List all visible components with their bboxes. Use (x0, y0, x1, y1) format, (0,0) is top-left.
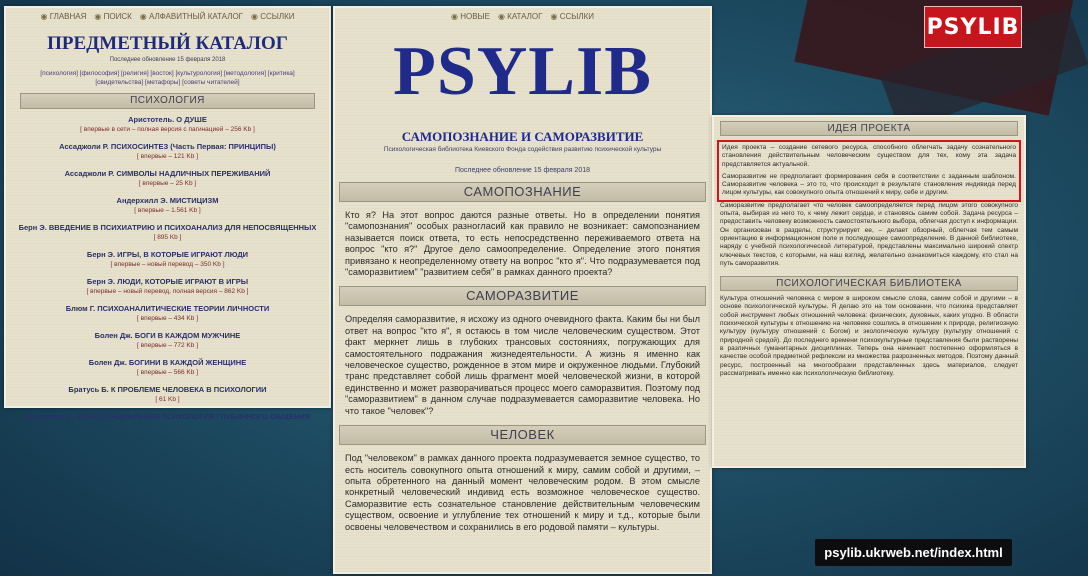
book-entry[interactable] (16, 169, 319, 189)
book-entry[interactable] (16, 331, 319, 351)
project-idea-continued: Саморазвитие предполагает что человек самоопределяется перед лицом этого совокупного опыта, выбирая из него то, к чему лежит сердце, и становясь самим собой. Задача ресурса – предоставить человеку возможность самостоятельного выбора, облегчая доступ к информации. Он организован в разделы, структурирует ее, – делает обзорный, облегчая тем самым ориентацию в информационном поле и последующее самоопределение. В данной библиотеке, наряду с учебной психологической литературой, представлены максимально широкий спектр ключевых текстов, с которыми, на наш взгляд, желательно ознакомиться каждому, кто стал на путь саморазвития. (720, 201, 1018, 267)
site-tagline: Психологическая библиотека Киевского Фонда содействия развитию психической культуры (383, 146, 662, 153)
highlighted-excerpt (717, 140, 1021, 202)
book-entry[interactable] (16, 196, 319, 216)
project-idea-text: Идея проекта – создание сетевого ресурса, способного облегчать задачу сознательного становления действительным человеческим существом для тех, кому эта задача представляется актуальной. (722, 144, 1016, 168)
category-links[interactable]: [психология] [философия] [религия] [восток] [культурология] [методология] [критика] [свидетельства] [метафоры] [советы читателей] (40, 70, 295, 86)
book-entry[interactable] (16, 358, 319, 378)
psylib-logo: PSYLIB (393, 33, 652, 110)
nav-new[interactable]: ◉ НОВЫЕ (451, 12, 490, 21)
book-entry[interactable] (16, 223, 319, 243)
self-development-definition: Саморазвитие не предполагает формирования себя в соответствии с заданным шаблоном. Саморазвитие человека – это то, что происходит в результате становления индивида перед лицом культуры, как совокупного опыта отношений к миру, себе и другим. (722, 172, 1016, 197)
self-development-text: Определяя саморазвитие, я исхожу из одного очевидного факта. Каким бы ни был ответ на вопрос "кто я", я остаюсь в том числе человеческим существом. Этот факт меркнет лишь в глубоких трансовых состояниях, погружающих для самостоятельного подражания жизнедеятельности. А жизнь я именно как человеческое существо, рожденное в этом мире и окруженное людьми. Глубокий транс представляет собой лишь фрагмент моей человеческой жизни, в которой единственно и может разворачиваться процесс моего саморазвития. Поэтому под "саморазвитием" в данном случае подразумевается саморазвитие человека. Но что такое "человек"? (345, 314, 700, 416)
book-meta: [ 895 Kb ] (153, 234, 182, 241)
project-idea-screenshot (712, 115, 1026, 468)
book-title[interactable]: Болен Дж. БОГИ В КАЖДОМ МУЖЧИНЕ (94, 331, 241, 340)
psych-library-text: Культура отношений человека с миром в широком смысле слова, самим собой и другими – в основе психологической культуры. Я делаю это на том основании, что психика представляет собой инструмент любых отношений человека: физических, духовных, каких угодно. В области психической культуры к отношению на человеке сошлись в отношении к природе, религиозную культуру (культуру отношений с Богом) и экологическую культуру (культуру отношений с природной средой). До последнего времени психокультурные представления были растворены в различных гуманитарных дисциплинах. Теперь она начинает постепенно оформляться в качестве особой предметной рефлексии из множества разрозненных методов. Поэтому данный ресурс, построенный на многообразии представленных здесь материалов, следует рассматривать именно как психологическую библиотеку. (720, 295, 1018, 377)
book-title[interactable]: Берн Э. ИГРЫ, В КОТОРЫЕ ИГРАЮТ ЛЮДИ (86, 250, 249, 259)
book-meta: [ впервые – 566 Kb ] (137, 369, 198, 376)
book-meta: [ впервые – новый перевод – 350 Kb ] (110, 261, 225, 268)
book-meta: [ 61 Kb ] (155, 396, 180, 403)
section-header-human: ЧЕЛОВЕК (339, 425, 706, 445)
subject-catalog-screenshot (4, 6, 331, 421)
book-meta: [ впервые – новый перевод, полная версия – 862 Kb ] (86, 288, 249, 295)
book-title[interactable]: Берн Э. ВВЕДЕНИЕ В ПСИХИАТРИЮ И ПСИХОАНАЛИЗ ДЛЯ НЕПОСВЯЩЕННЫХ (18, 223, 317, 232)
last-updated: Последнее обновление 15 февраля 2018 (454, 167, 591, 174)
book-meta: [ впервые – 25 Kb ] (138, 180, 197, 187)
book-title[interactable]: Братусь Б. К ПРОБЛЕМЕ ЧЕЛОВЕКА В ПСИХОЛОГИИ (68, 385, 267, 394)
book-title[interactable]: Ассаджоли Р. ПСИХОСИНТЕЗ (Часть Первая: ПРИНЦИПЫ) (59, 142, 276, 151)
psylib-brand-badge: PSYLIB (924, 6, 1022, 48)
book-meta: [ впервые – 1.561 Kb ] (134, 207, 201, 214)
book-title[interactable]: Болен Дж. БОГИНИ В КАЖДОЙ ЖЕНЩИНЕ (88, 358, 247, 367)
section-header-project-idea: ИДЕЯ ПРОЕКТА (720, 121, 1018, 136)
section-header-self-knowledge: САМОПОЗНАНИЕ (339, 182, 706, 202)
book-entry[interactable] (16, 142, 319, 162)
self-knowledge-text: Кто я? На этот вопрос даются разные ответы. Но в определении понятия "самопознания" особых разногласий как правило не возникает: самопознанием называется поиск ответа, то есть непосредственно переживаемого ответа на вопрос "кто я?" Другое дело самоопределение. Определение этого понятия привязано к неопределенному ответу на вопрос "кто я". Что подразумевается под "саморазвитием" "развитием себя" в рамках данного проекта? (345, 210, 700, 278)
human-text: Под "человеком" в рамках данного проекта подразумевается земное существо, то есть носитель совокупного опыта отношений к миру, самим собой и другими, – опыта обретенного на данный момент человеческим родом. В этом смысле конкретный человеческий индивид есть возможное человеческое существо. Саморазвитие есть сознательное становление действительным человеческим существом, освоение и углубление тех отношений к миру и т.д., которые были освоены человечеством и сохранились в его родовой памяти – культуры. (345, 453, 700, 532)
book-entry[interactable] (16, 115, 319, 135)
section-header-psychology: ПСИХОЛОГИЯ (20, 93, 315, 109)
book-meta: [ впервые – 772 Kb ] (137, 342, 198, 349)
book-title[interactable]: Ассаджоли Р. СИМВОЛЫ НАДЛИЧНЫХ ПЕРЕЖИВАНИЙ (64, 169, 271, 178)
last-updated: Последнее обновление 15 февраля 2018 (109, 57, 226, 63)
book-entry[interactable] (16, 277, 319, 297)
book-entry[interactable] (16, 412, 319, 422)
top-nav (6, 8, 329, 23)
top-nav (335, 8, 710, 23)
book-meta: [ впервые – 121 Kb ] (137, 153, 198, 160)
book-entry[interactable] (16, 385, 319, 405)
book-entry[interactable] (16, 304, 319, 324)
nav-links[interactable]: ◉ ССЫЛКИ (550, 12, 594, 21)
book-title[interactable]: Аристотель. О ДУШЕ (128, 115, 207, 124)
section-header-psych-library: ПСИХОЛОГИЧЕСКАЯ БИБЛИОТЕКА (720, 276, 1018, 291)
book-meta: [ впервые в сети – полная версия с пагинацией – 256 Kb ] (80, 126, 255, 133)
home-page-screenshot (333, 6, 712, 574)
nav-search[interactable]: ◉ ПОИСК (94, 12, 131, 21)
site-url-badge: psylib.ukrweb.net/index.html (815, 539, 1012, 566)
nav-alpha-catalog[interactable]: ◉ АЛФАВИТНЫЙ КАТАЛОГ (140, 12, 243, 21)
book-meta: [ впервые – 434 Kb ] (137, 315, 198, 322)
book-list (6, 115, 329, 422)
nav-links[interactable]: ◉ ССЫЛКИ (251, 12, 295, 21)
nav-home[interactable]: ◉ ГЛАВНАЯ (40, 12, 86, 21)
page-title: ПРЕДМЕТНЫЙ КАТАЛОГ (47, 33, 288, 54)
book-entry[interactable] (16, 250, 319, 270)
book-title[interactable]: Блюм Г. ПСИХОАНАЛИТИЧЕСКИЕ ТЕОРИИ ЛИЧНОСТИ (65, 304, 270, 313)
book-title[interactable]: Берн Э. ЛЮДИ, КОТОРЫЕ ИГРАЮТ В ИГРЫ (86, 277, 249, 286)
book-title[interactable]: Братченко С. ЭКЗИСТЕНЦИАЛЬНАЯ ПСИХОЛОГИЯ ГЛУБИННОГО ОБЩЕНИЯ (24, 412, 311, 421)
nav-catalog[interactable]: ◉ КАТАЛОГ (498, 12, 543, 21)
section-header-self-development: САМОРАЗВИТИЕ (339, 286, 706, 306)
site-subtitle: САМОПОЗНАНИЕ И САМОРАЗВИТИЕ (401, 129, 644, 144)
book-title[interactable]: Андерхилл Э. МИСТИЦИЗМ (116, 196, 219, 205)
